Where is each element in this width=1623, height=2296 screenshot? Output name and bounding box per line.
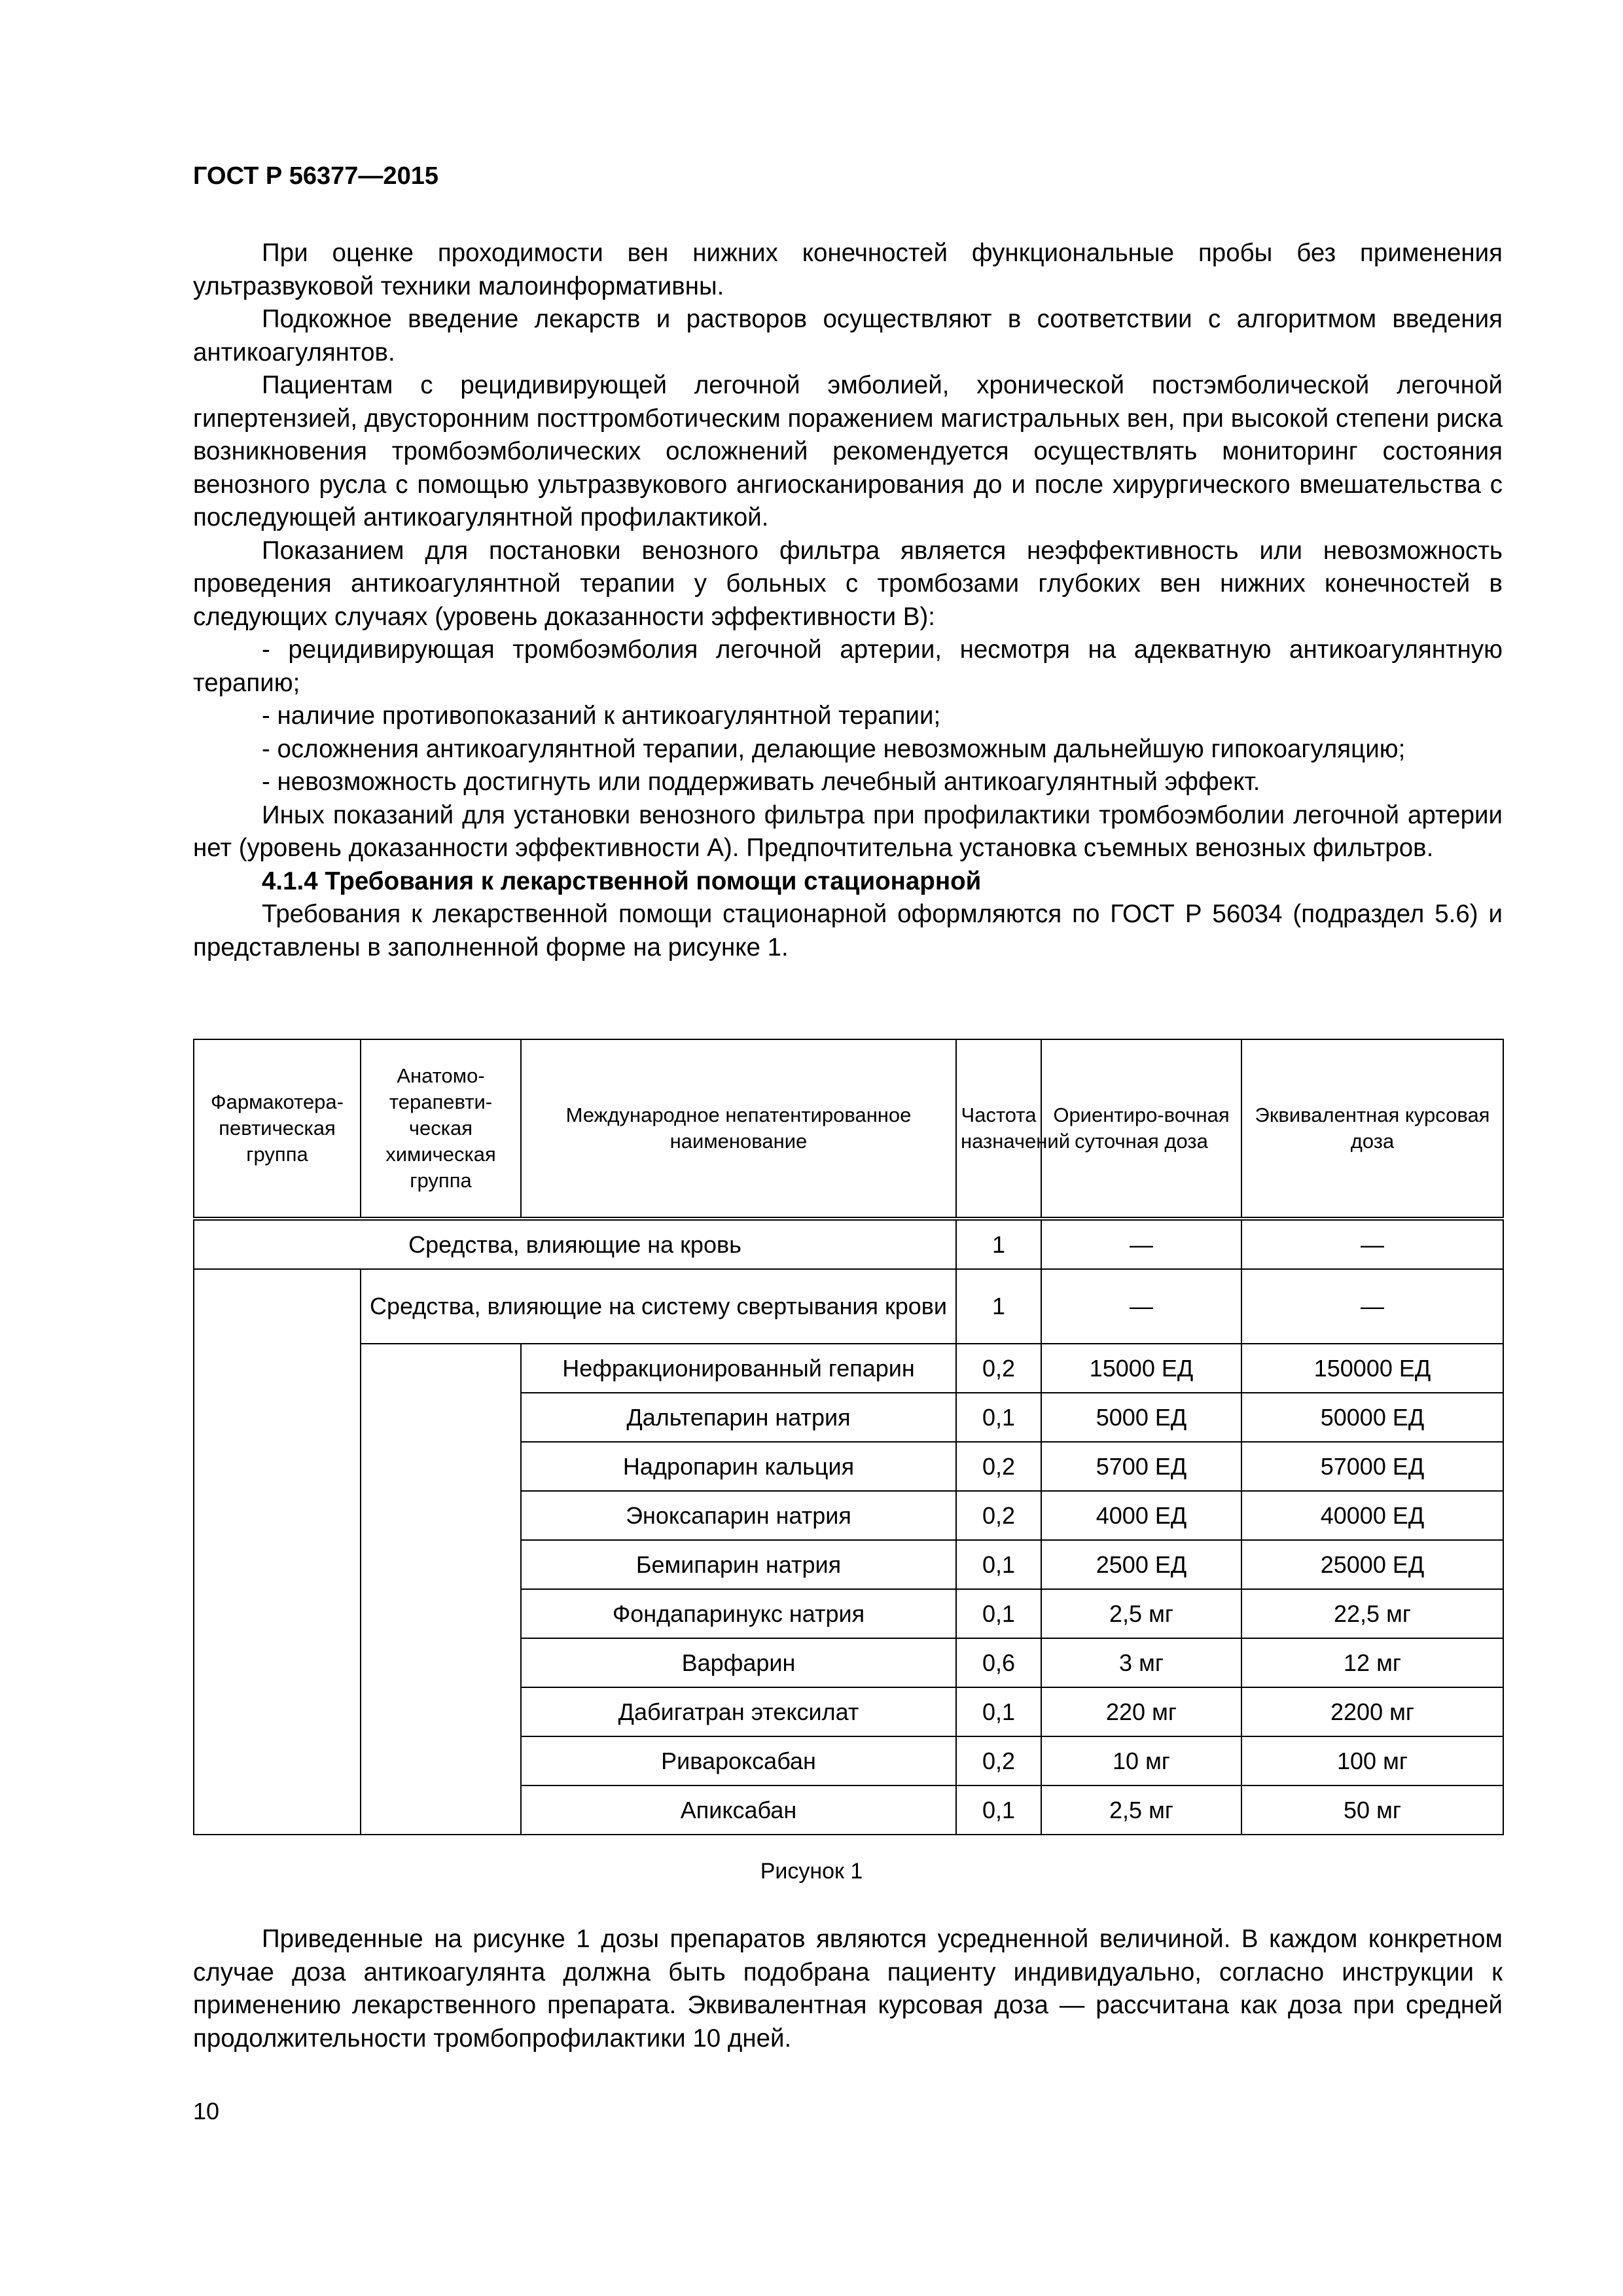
- course-dose-cell: 50000 ЕД: [1241, 1393, 1503, 1442]
- daily-dose-cell: 10 мг: [1041, 1736, 1241, 1785]
- drug-name-cell: Фондапаринукс натрия: [521, 1589, 956, 1638]
- drug-name-cell: Ривароксабан: [521, 1736, 956, 1785]
- empty-cell: [361, 1344, 521, 1835]
- header-frequency: Частота назначений: [956, 1039, 1041, 1219]
- frequency-cell: 0,1: [956, 1785, 1041, 1835]
- course-dose-cell: 25000 ЕД: [1241, 1540, 1503, 1589]
- frequency-cell: 0,2: [956, 1491, 1041, 1540]
- drug-name-cell: Надропарин кальция: [521, 1442, 956, 1491]
- header-daily-dose: Ориентиро-вочная суточная доза: [1041, 1039, 1241, 1219]
- table-header-row: [194, 1039, 1503, 1219]
- list-item: - наличие противопоказаний к антикоагулянтной терапии;: [262, 702, 941, 730]
- list-item: - невозможность достигнуть или поддерживать лечебный антикоагулянтный эффект.: [262, 768, 1260, 796]
- header-course-dose: Эквивалентная курсовая доза: [1241, 1039, 1503, 1219]
- list-item: - осложнения антикоагулянтной терапии, делающие невозможным дальнейшую гипокоагуляцию;: [262, 734, 1406, 763]
- frequency-cell: 0,6: [956, 1638, 1041, 1687]
- paragraph: Пациентам с рецидивирующей легочной эмболией, хронической постэмболической легочной гипертензией, двусторонним посттромботическим поражением магистральных вен, при высокой степени риска возникновения тромбоэмболических осложнений рекомендуется осуществлять мониторинг состояния венозного русла с помощью ультразвукового ангиосканирования до и после хирургического вмешательства с последующей антикоагулянтной профилактикой.: [193, 371, 1503, 531]
- table-row: [194, 1269, 1503, 1344]
- course-dose-cell: 57000 ЕД: [1241, 1442, 1503, 1491]
- daily-dose-cell: —: [1041, 1219, 1241, 1269]
- drug-name-cell: Бемипарин натрия: [521, 1540, 956, 1589]
- frequency-cell: 0,1: [956, 1393, 1041, 1442]
- document-code-header: ГОСТ Р 56377—2015: [193, 162, 438, 190]
- paragraph: Показанием для постановки венозного фильтра является неэффективность или невозможность проведения антикоагулянтной терапии у больных с тромбозами глубоких вен нижних конечностей в следующих случаях (уровень доказанности эффективности В):: [193, 536, 1503, 631]
- after-table-text: [193, 1923, 1503, 2055]
- frequency-cell: 0,2: [956, 1442, 1041, 1491]
- header-atc-group: Анатомо-терапевти-ческая химическая группа: [361, 1039, 521, 1219]
- course-dose-cell: —: [1241, 1269, 1503, 1344]
- paragraph: Требования к лекарственной помощи стационарной оформляются по ГОСТ Р 56034 (подраздел 5.6) и представлены в заполненной форме на рисунке 1.: [193, 900, 1503, 961]
- course-dose-cell: 150000 ЕД: [1241, 1344, 1503, 1393]
- paragraph: Иных показаний для установки венозного фильтра при профилактики тромбоэмболии легочной артерии нет (уровень доказанности эффективности А). Предпочтительна установка съемных венозных фильтров.: [193, 800, 1503, 862]
- course-dose-cell: —: [1241, 1219, 1503, 1269]
- course-dose-cell: 22,5 мг: [1241, 1589, 1503, 1638]
- drug-name-cell: Дальтепарин натрия: [521, 1393, 956, 1442]
- frequency-cell: 0,1: [956, 1687, 1041, 1736]
- daily-dose-cell: 5700 ЕД: [1041, 1442, 1241, 1491]
- course-dose-cell: 50 мг: [1241, 1785, 1503, 1835]
- drug-name-cell: Эноксапарин натрия: [521, 1491, 956, 1540]
- subgroup-name: Средства, влияющие на систему свертывания крови: [361, 1269, 956, 1344]
- body-text: [193, 237, 1503, 964]
- drug-name-cell: Варфарин: [521, 1638, 956, 1687]
- empty-cell: [194, 1269, 361, 1835]
- drug-name-cell: Апиксабан: [521, 1785, 956, 1835]
- medication-table: [193, 1039, 1504, 1835]
- header-inn: Международное непатентированное наименование: [521, 1039, 956, 1219]
- frequency-cell: 0,1: [956, 1540, 1041, 1589]
- course-dose-cell: 2200 мг: [1241, 1687, 1503, 1736]
- frequency-cell: 1: [956, 1219, 1041, 1269]
- frequency-cell: 0,2: [956, 1736, 1041, 1785]
- daily-dose-cell: 4000 ЕД: [1041, 1491, 1241, 1540]
- frequency-cell: 1: [956, 1269, 1041, 1344]
- paragraph: При оценке проходимости вен нижних конечностей функциональные пробы без применения ультразвуковой техники малоинформативны.: [193, 239, 1503, 300]
- group-name: Средства, влияющие на кровь: [194, 1219, 956, 1269]
- paragraph: Подкожное введение лекарств и растворов осуществляют в соответствии с алгоритмом введения антикоагулянтов.: [193, 305, 1503, 367]
- daily-dose-cell: 220 мг: [1041, 1687, 1241, 1736]
- table-row: [194, 1344, 1503, 1393]
- daily-dose-cell: 2,5 мг: [1041, 1589, 1241, 1638]
- table-row: [194, 1219, 1503, 1269]
- page-number: 10: [193, 2098, 220, 2125]
- list-item: - рецидивирующая тромбоэмболия легочной артерии, несмотря на адекватную антикоагулянтную терапию;: [193, 636, 1503, 697]
- frequency-cell: 0,2: [956, 1344, 1041, 1393]
- frequency-cell: 0,1: [956, 1589, 1041, 1638]
- daily-dose-cell: 5000 ЕД: [1041, 1393, 1241, 1442]
- paragraph: Приведенные на рисунке 1 дозы препаратов являются усредненной величиной. В каждом конкретном случае доза антикоагулянта должна быть подобрана пациенту индивидуально, согласно инструкции к применению лекарственного препарата. Эквивалентная курсовая доза — рассчитана как доза при средней продолжительности тромбопрофилактики 10 дней.: [193, 1925, 1503, 2053]
- daily-dose-cell: 2,5 мг: [1041, 1785, 1241, 1835]
- daily-dose-cell: 2500 ЕД: [1041, 1540, 1241, 1589]
- drug-name-cell: Дабигатран этексилат: [521, 1687, 956, 1736]
- section-heading: 4.1.4 Требования к лекарственной помощи стационарной: [262, 867, 982, 895]
- daily-dose-cell: 15000 ЕД: [1041, 1344, 1241, 1393]
- figure-caption: Рисунок 1: [760, 1859, 863, 1884]
- course-dose-cell: 40000 ЕД: [1241, 1491, 1503, 1540]
- daily-dose-cell: —: [1041, 1269, 1241, 1344]
- drug-name-cell: Нефракционированный гепарин: [521, 1344, 956, 1393]
- daily-dose-cell: 3 мг: [1041, 1638, 1241, 1687]
- course-dose-cell: 100 мг: [1241, 1736, 1503, 1785]
- course-dose-cell: 12 мг: [1241, 1638, 1503, 1687]
- header-pharm-group: Фармакотера-певтическая группа: [194, 1039, 361, 1219]
